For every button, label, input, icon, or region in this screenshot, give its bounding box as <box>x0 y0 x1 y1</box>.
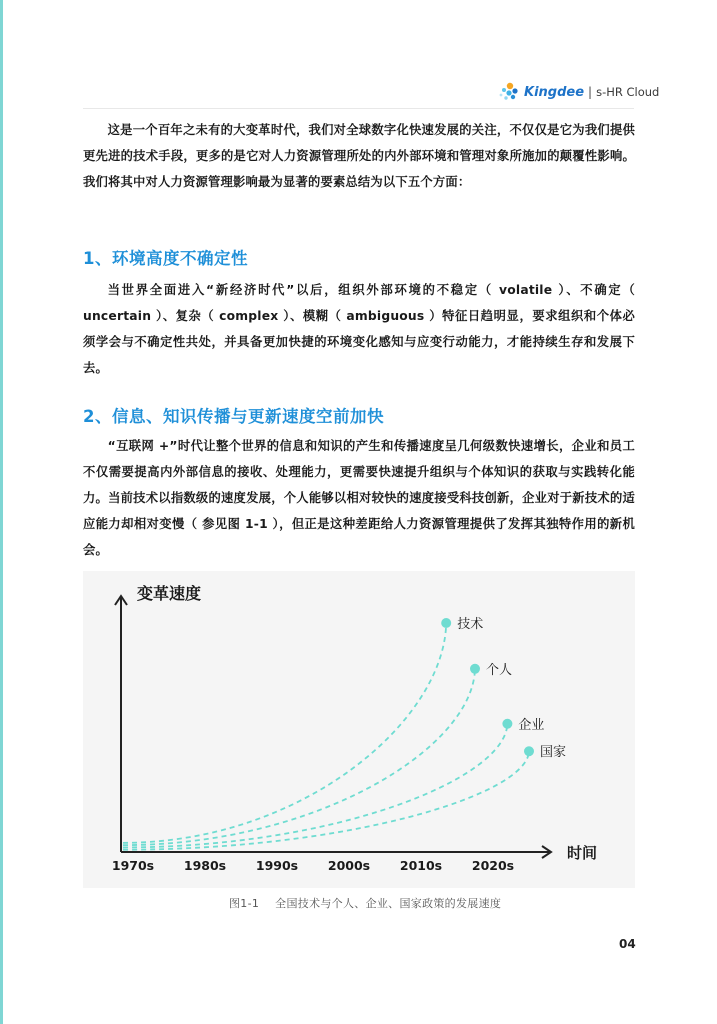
figure-number: 图1-1 <box>229 897 260 910</box>
section-1-body: 当世界全面进入“新经济时代”以后，组织外部环境的不稳定（ volatile ）、不确定（ uncertain ）、复杂（ complex ）、模糊（ ambiguous ）特征日趋明显，要求组织和个体必须学会与不确定性共处，并具备更加快捷的环境变化感知与应变行动能力，才能持续生存和发展下去。 <box>83 283 635 375</box>
series-point-企业 <box>502 719 512 729</box>
intro-paragraph: 这是一个百年之未有的大变革时代，我们对全球数字化快速发展的关注，不仅仅是它为我们提供更先进的技术手段，更多的是它对人力资源管理所处的内外部环境和管理对象所施加的颠覆性影响。我们将其中对人力资源管理影响最为显著的要素总结为以下五个方面： <box>83 123 635 189</box>
x-tick-label-1970s: 1970s <box>111 858 155 873</box>
logo-separator: | <box>588 85 593 99</box>
series-point-技术 <box>441 618 451 628</box>
y-axis-label: 变革速度 <box>137 584 202 603</box>
x-tick-label-1990s: 1990s <box>255 858 299 873</box>
x-tick-label-2000s: 2000s <box>327 858 371 873</box>
section-2-body: “互联网 +”时代让整个世界的信息和知识的产生和传播速度呈几何级数快速增长，企业和员工不仅需要提高内外部信息的接收、处理能力，更需要快速提升组织与个体知识的获取与实践转化能力。当前技术以指数级的速度发展，个人能够以相对较快的速度接受科技创新，企业对于新技术的适应能力却相对变慢（ 参见图 1-1 ），但正是这种差距给人力资源管理提供了发挥其独特作用的新机会。 <box>83 439 635 557</box>
figure-1-1 <box>83 571 635 888</box>
section-1-heading: 1、环境高度不确定性 <box>83 249 248 268</box>
x-axis-label: 时间 <box>567 844 598 862</box>
series-label-国家: 国家 <box>540 745 567 761</box>
kingdee-logo <box>496 80 659 104</box>
x-tick-label-2010s: 2010s <box>399 858 443 873</box>
series-line-国家 <box>123 751 529 849</box>
figure-caption-text: 全国技术与个人、企业、国家政策的发展速度 <box>275 897 502 910</box>
x-tick-label-1980s: 1980s <box>183 858 227 873</box>
series-point-个人 <box>470 664 480 674</box>
series-label-个人: 个人 <box>486 662 513 678</box>
x-tick-label-2020s: 2020s <box>471 858 515 873</box>
growth-speed-chart <box>83 571 635 888</box>
series-line-技术 <box>123 623 446 843</box>
header-divider <box>83 108 634 109</box>
series-label-技术: 技术 <box>457 617 484 632</box>
logo-brand: Kingdee <box>524 84 585 100</box>
section-2-heading: 2、信息、知识传播与更新速度空前加快 <box>83 407 384 426</box>
kingdee-dots-icon <box>496 80 522 104</box>
series-label-企业: 企业 <box>518 717 545 733</box>
page-number: 04 <box>619 937 636 951</box>
figure-caption <box>229 895 501 911</box>
logo-product: s-HR Cloud <box>596 85 660 99</box>
series-point-国家 <box>524 746 534 756</box>
page-edge-rule <box>0 0 3 1024</box>
series-line-企业 <box>123 724 507 848</box>
